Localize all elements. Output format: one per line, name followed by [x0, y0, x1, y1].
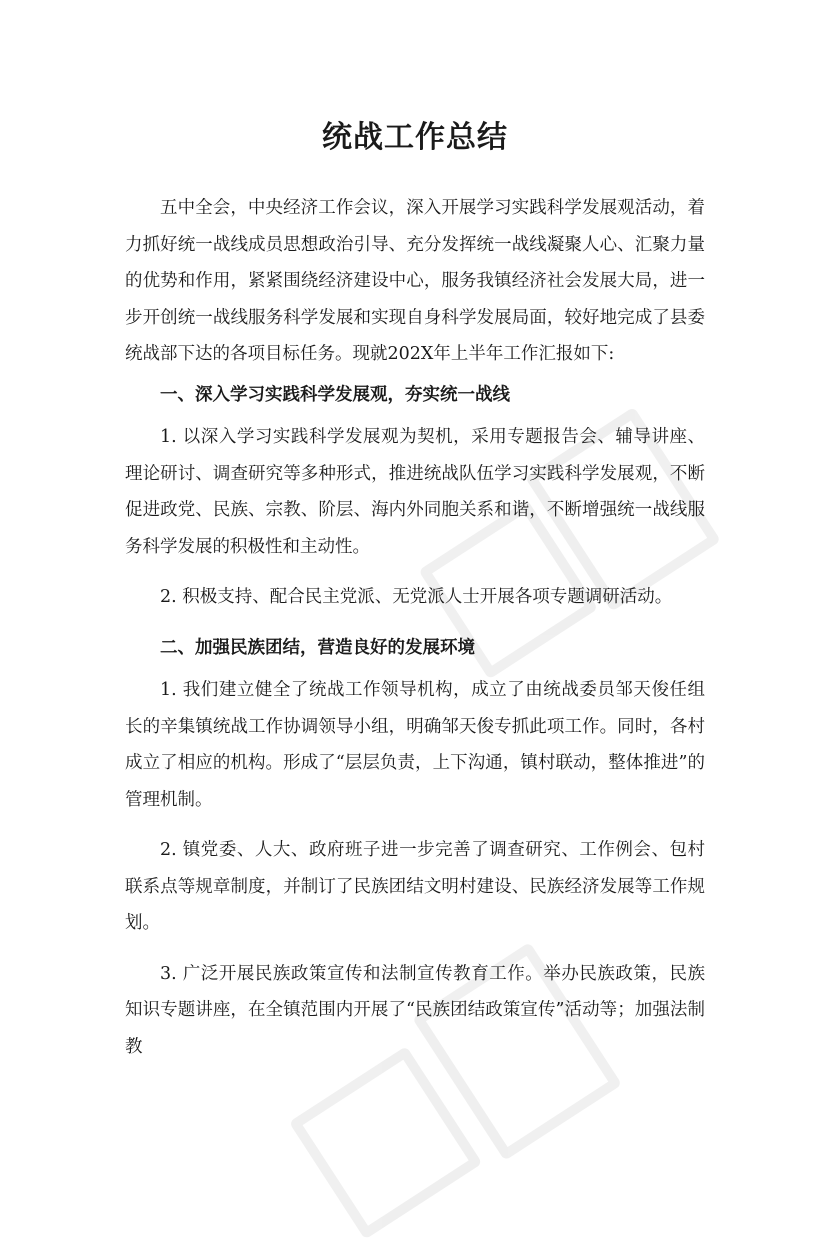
section-heading-1: 一、深入学习实践科学发展观，夯实统一战线 [160, 384, 510, 405]
intro-paragraph: 五中全会，中央经济工作会议，深入开展学习实践科学发展观活动，着力抓好统一战线成员思想政治引导、充分发挥统一战线凝聚人心、汇聚力量的优势和作用，紧紧围绕经济建设中心，服务我镇经济社会发展大局，进一步开创统一战线服务科学发展和实现自身科学发展局面，较好地完成了县委统战部下达的各项目标任务。现就202X年上半年工作汇报如下: [125, 198, 705, 364]
section-2-item-1: 1. 我们建立健全了统战工作领导机构，成立了由统战委员邹天俊任组长的辛集镇统战工作协调领导小组，明确邹天俊专抓此项工作。同时，各村成立了相应的机构。形成了“层层负责，上下沟通，镇村联动，整体推进”的管理机制。 [125, 680, 705, 810]
section-heading-2: 二、加强民族团结，营造良好的发展环境 [160, 637, 475, 658]
document-body [125, 190, 705, 1065]
document-title: 统战工作总结 [322, 120, 508, 155]
section-1-item-1: 1. 以深入学习实践科学发展观为契机，采用专题报告会、辅导讲座、理论研讨、调查研究等多种形式，推进统战队伍学习实践科学发展观，不断促进政党、民族、宗教、阶层、海内外同胞关系和谐，不断增强统一战线服务科学发展的积极性和主动性。 [125, 427, 705, 557]
section-2-item-2: 2. 镇党委、人大、政府班子进一步完善了调查研究、工作例会、包村联系点等规章制度，并制订了民族团结文明村建设、民族经济发展等工作规划。 [125, 840, 705, 933]
section-1-item-2: 2. 积极支持、配合民主党派、无党派人士开展各项专题调研活动。 [160, 587, 673, 607]
section-2-item-3: 3. 广泛开展民族政策宣传和法制宣传教育工作。举办民族政策，民族知识专题讲座，在全镇范围内开展了“民族团结政策宣传”活动等；加强法制教 [125, 963, 705, 1057]
